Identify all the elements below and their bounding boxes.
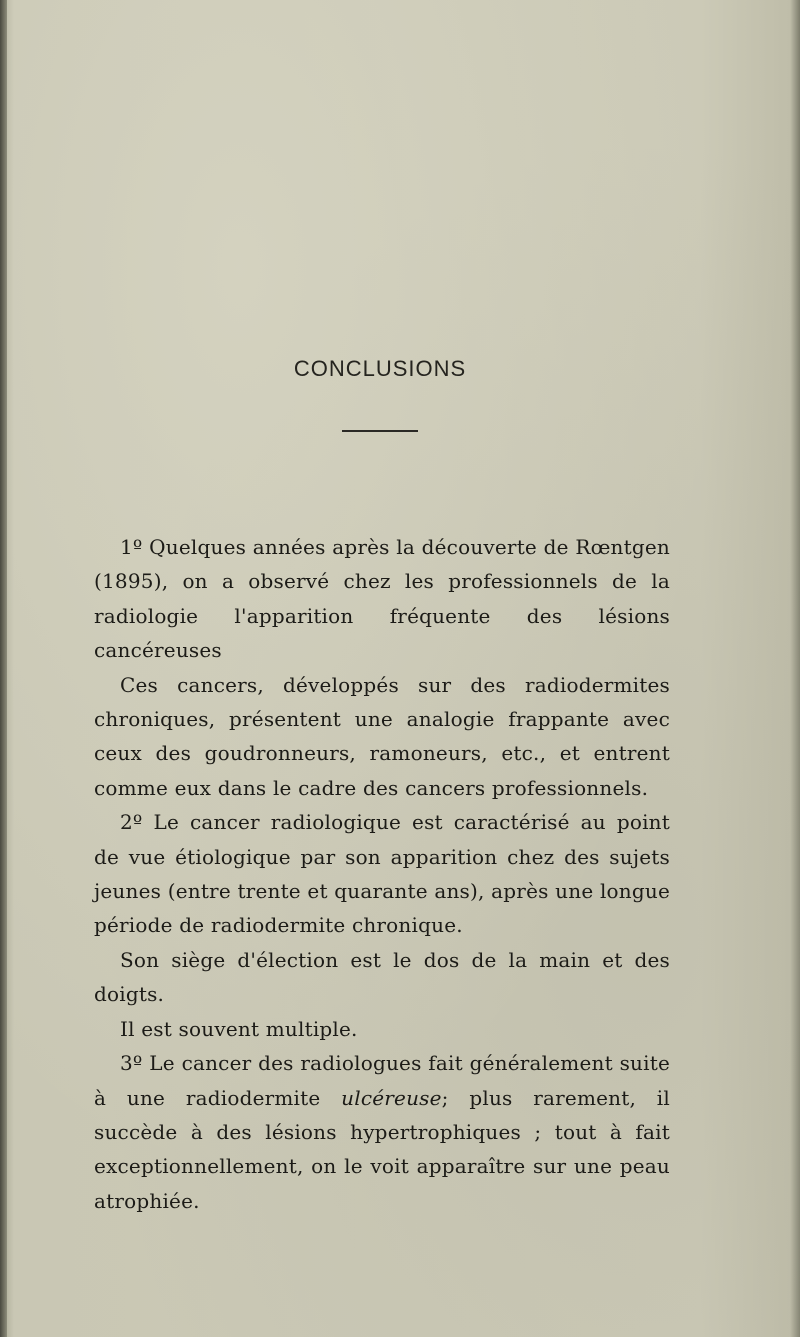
paragraph-6 [94, 1046, 670, 1218]
paragraph-6-italic: ulcéreuse [341, 1085, 442, 1110]
page-title: CONCLUSIONS [293, 356, 467, 381]
title-rule [342, 430, 418, 432]
paragraph-6-end: ; plus rarement, il succède à des lésions hypertrophiques ; tout à fait exceptionnellement, on le voit apparaître sur une peau atrophiée. [94, 1085, 670, 1213]
body-text [94, 530, 670, 1218]
paragraph-1: 1º Quelques années après la découverte de Rœntgen (1895), on a observé chez les professionnels de la radiologie l'apparition fréquente des lésions cancéreuses [94, 535, 670, 663]
paragraph-3: 2º Le cancer radiologique est caractérisé au point de vue étiologique par son apparition chez des sujets jeunes (entre trente et quarante ans), après une longue période de radiodermite chronique. [94, 810, 670, 938]
paragraph-4: Son siège d'élection est le dos de la main et des doigts. [94, 947, 670, 1007]
paragraph-2: Ces cancers, développés sur des radiodermites chroniques, présentent une analogie frappante avec ceux des goudronneurs, ramoneurs, etc., et entrent comme eux dans le cadre des cancers professionnels. [94, 672, 670, 800]
page-spine-edge [0, 0, 7, 1337]
paragraph-5: Il est souvent multiple. [120, 1016, 358, 1041]
paragraph-6-start: 3º Le cancer des radiologues fait généralement suite à une radiodermite [94, 1051, 670, 1110]
